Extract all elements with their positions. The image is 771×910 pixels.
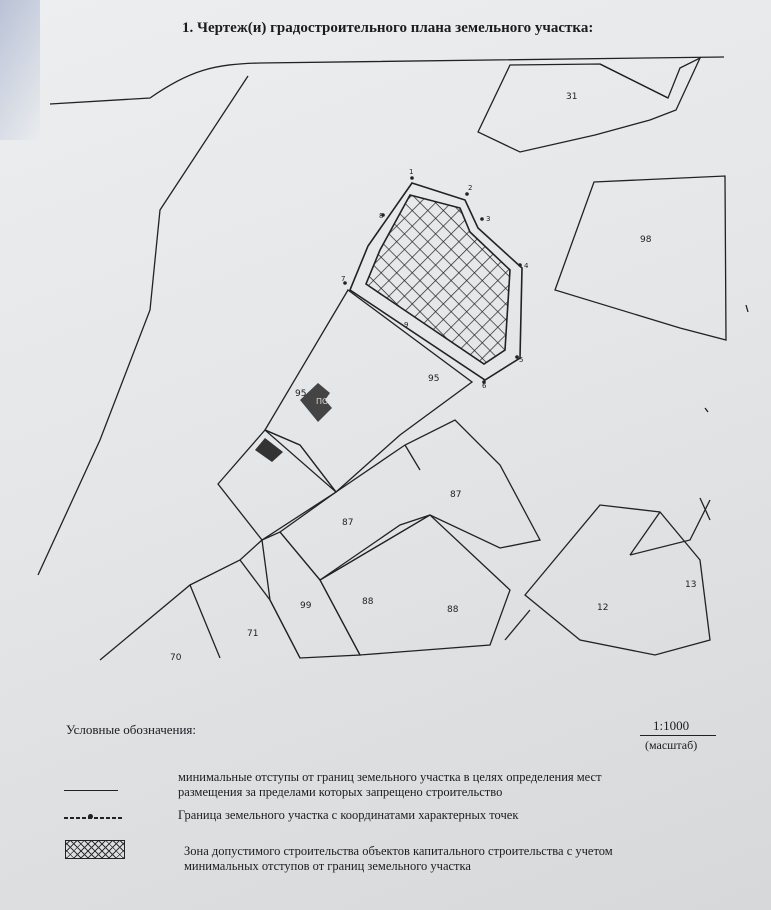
legend-item-boundary <box>178 808 518 823</box>
parcel-label: 87 <box>450 490 462 500</box>
legend-item-zone-line1: Зона допустимого строительства объектов капитального строительства с учетом <box>184 844 613 858</box>
boundary-point-label: 4 <box>524 262 529 270</box>
boundary-point-symbol <box>88 814 93 819</box>
legend-item-setback-line1: минимальные отступы от границ земельного участка в целях определения мест <box>178 770 602 784</box>
legend-item-zone <box>184 844 613 874</box>
page-title: 1. Чертеж(и) градостроительного плана земельного участка: <box>182 20 594 36</box>
legend-heading: Условные обозначения: <box>66 722 197 737</box>
parcel-label: 13 <box>685 580 697 590</box>
boundary-point-label: 1 <box>409 168 414 176</box>
parcel-label: 88 <box>447 605 459 615</box>
boundary-point-label: 3 <box>486 215 491 223</box>
parcel-label: 95 <box>295 389 307 399</box>
parcel-99-outline <box>262 532 360 658</box>
parcel-label: 12 <box>597 603 609 613</box>
boundary-point-label: 6 <box>482 382 487 390</box>
setback-line-symbol <box>64 790 118 791</box>
parcel-95-lower <box>218 430 336 540</box>
parcel-12-outline <box>525 505 710 655</box>
boundary-line-left <box>38 76 248 575</box>
parcel-label: 88 <box>362 597 374 607</box>
parcel-label: 71 <box>247 629 259 639</box>
boundary-point <box>518 263 522 267</box>
parcel-label: 87 <box>342 518 354 528</box>
parcel-13-outline <box>630 500 710 555</box>
parcel-98-outline <box>555 176 726 340</box>
parcel-87-outline <box>280 420 540 580</box>
scale-caption: (масштаб) <box>645 738 698 752</box>
parcel-label: 95 <box>428 374 440 384</box>
boundary-line-symbol <box>64 817 122 819</box>
boundary-point-label: 5 <box>519 356 524 364</box>
boundary-point-label: 2 <box>468 184 473 192</box>
boundary-point-label: 8 <box>379 212 384 220</box>
svg-text:ПО: ПО <box>316 397 329 406</box>
boundary-point-label: 7 <box>341 275 346 283</box>
boundary-point <box>410 176 414 180</box>
buildable-zone-symbol <box>65 840 125 859</box>
boundary-point <box>480 217 484 221</box>
parcel-label: 31 <box>566 92 578 102</box>
scale-value: 1:1000 <box>653 718 690 733</box>
parcel-31-outline <box>478 58 700 152</box>
legend-item-setback-line2: размещения за пределами которых запрещено строительство <box>178 785 503 799</box>
scale-divider <box>640 735 716 736</box>
parcel-label: 99 <box>300 601 312 611</box>
parcel-71-outline <box>100 585 220 660</box>
legend-item-boundary-line1: Граница земельного участка с координатами характерных точек <box>178 808 519 822</box>
buildable-zone <box>350 183 522 380</box>
legend-item-zone-line2: минимальных отступов от границ земельного участка <box>184 859 471 873</box>
road-line <box>50 57 724 104</box>
boundary-point-label: 9 <box>404 321 409 329</box>
legend-item-setback <box>178 770 602 800</box>
boundary-point <box>465 192 469 196</box>
parcel-label: 70 <box>170 653 182 663</box>
parcel-label: 98 <box>640 235 652 245</box>
